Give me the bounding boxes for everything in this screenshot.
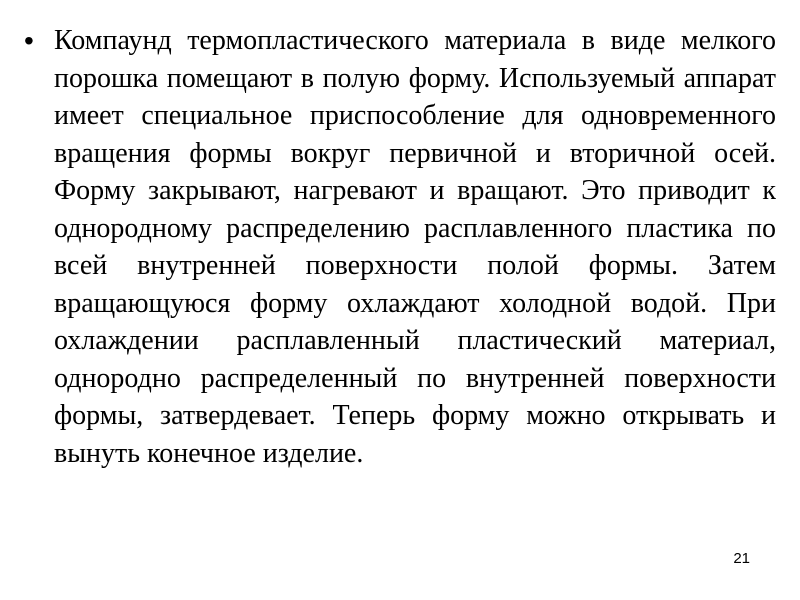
bullet-icon: • — [24, 25, 34, 56]
bullet-list — [20, 22, 780, 472]
page-number: 21 — [733, 550, 750, 567]
bullet-item — [20, 22, 780, 472]
body-text: Компаунд термопластического материала в виде мелкого порошка помещают в полую форму. Используемый аппарат имеет специальное приспособление для одновременного вращения формы вокруг первичной и вторичной осей. Форму закрывают, нагревают и вращают. Это приводит к однородному распределению расплавленного пластика по всей внутренней поверхности полой формы. Затем вращающуюся форму охлаждают холодной водой. При охлаждении расплавленный пластический материал, однородно распределенный по внутренней поверхности формы, затвердевает. Теперь форму можно открывать и вынуть конечное изделие. — [54, 25, 776, 469]
